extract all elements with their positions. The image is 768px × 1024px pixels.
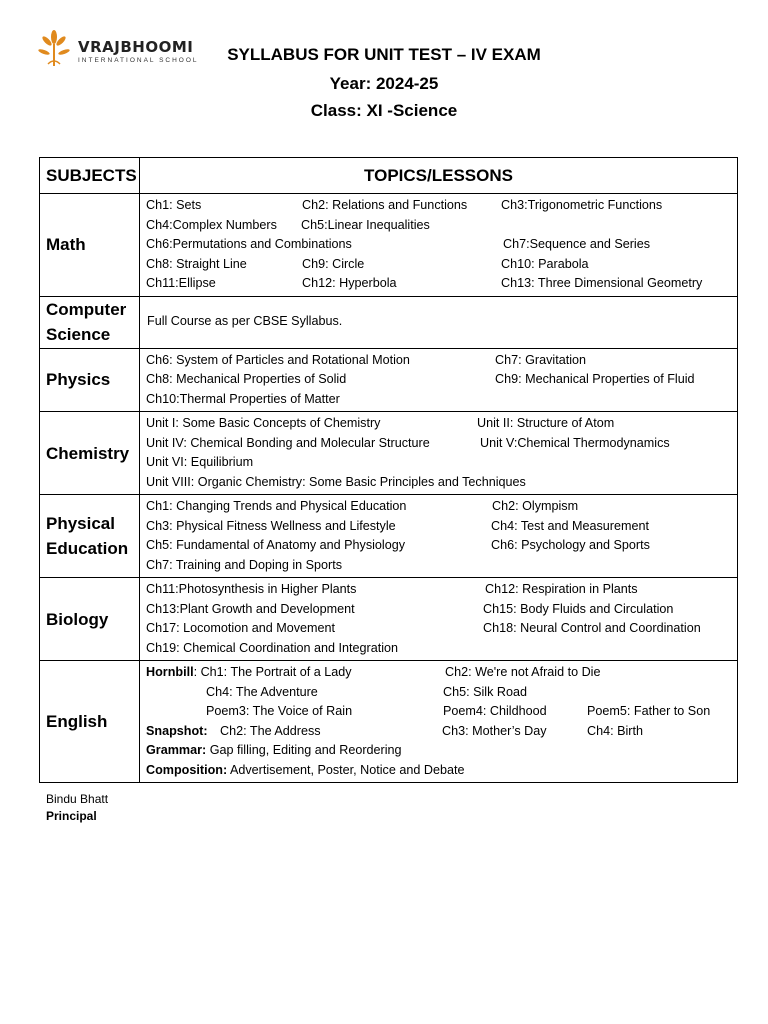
composition-label: Composition: xyxy=(146,762,228,777)
topic-item: Ch8: Mechanical Properties of Solid xyxy=(146,372,347,386)
topic-item: Ch6: System of Particles and Rotational Motion xyxy=(146,352,410,367)
topic-item: Gap filling, Editing and Reordering xyxy=(209,743,402,757)
topic-item: Ch10: Parabola xyxy=(501,256,589,271)
topic-item: Ch7:Sequence and Series xyxy=(503,237,651,251)
topics-header: TOPICS/LESSONS xyxy=(140,158,738,194)
topic-item: Ch11:Photosynthesis in Higher Plants xyxy=(146,582,357,596)
subject-biology: Biology xyxy=(40,578,140,661)
topic-item: Unit IV: Chemical Bonding and Molecular Structure xyxy=(146,435,430,450)
topic-item: Unit II: Structure of Atom xyxy=(477,416,615,430)
topic-item: Ch17: Locomotion and Movement xyxy=(146,621,336,635)
topic-item: Ch6:Permutations and Combinations xyxy=(146,237,352,251)
topic-item: Ch4: Birth xyxy=(587,723,643,738)
topic-item: Ch1: Changing Trends and Physical Education xyxy=(146,499,407,513)
topic-item: Ch1: Sets xyxy=(146,198,202,212)
topic-item: : Ch1: The Portrait of a Lady xyxy=(193,665,352,679)
topic-item: Ch8: Straight Line xyxy=(146,256,247,271)
topic-item: Ch13:Plant Growth and Development xyxy=(146,601,355,616)
syllabus-table xyxy=(39,157,738,783)
table-row-math xyxy=(40,194,738,297)
topic-item: Ch7: Gravitation xyxy=(495,352,586,367)
topics-math xyxy=(140,194,738,297)
topic-item: Ch9: Mechanical Properties of Fluid xyxy=(495,372,695,386)
table-header-row xyxy=(40,158,738,194)
topic-item: Ch2: We're not Afraid to Die xyxy=(445,665,601,679)
topic-item: Unit VI: Equilibrium xyxy=(146,455,254,469)
topic-item: Ch18: Neural Control and Coordination xyxy=(483,621,701,635)
signatory-title: Principal xyxy=(46,809,97,823)
topic-item: Full Course as per CBSE Syllabus. xyxy=(147,314,343,329)
subject-physical-education: Physical Education xyxy=(40,495,140,578)
topic-item: Ch5: Silk Road xyxy=(443,684,527,699)
topics-chemistry xyxy=(140,412,738,495)
topic-item: Poem5: Father to Son xyxy=(587,704,711,718)
hornbill-label: Hornbill xyxy=(146,665,194,679)
school-subtitle: INTERNATIONAL SCHOOL xyxy=(78,57,199,64)
topics-english xyxy=(140,661,738,783)
topic-item: Unit VIII: Organic Chemistry: Some Basic Principles and Techniques xyxy=(146,474,526,489)
topic-item: Ch3: Physical Fitness Wellness and Lifestyle xyxy=(146,518,396,533)
topics-computer-science xyxy=(140,296,738,348)
topic-item: Poem4: Childhood xyxy=(443,704,547,718)
topic-item: Ch15: Body Fluids and Circulation xyxy=(483,601,674,616)
subject-math: Math xyxy=(40,194,140,297)
topic-item: Ch5:Linear Inequalities xyxy=(301,217,430,232)
topic-item: Ch10:Thermal Properties of Matter xyxy=(146,391,340,406)
topic-item: Ch4:Complex Numbers xyxy=(146,217,277,232)
document-title: SYLLABUS FOR UNIT TEST – IV EXAM xyxy=(227,45,541,64)
signatory-name: Bindu Bhatt xyxy=(46,792,109,806)
topic-item: Advertisement, Poster, Notice and Debate xyxy=(229,762,465,777)
topic-item: Ch2: Olympism xyxy=(492,499,579,513)
table-row-physics xyxy=(40,348,738,412)
topics-physics xyxy=(140,348,738,412)
table-row-biology xyxy=(40,578,738,661)
table-row-chemistry xyxy=(40,412,738,495)
subject-computer-science: Computer Science xyxy=(40,296,140,348)
topic-item: Ch12: Hyperbola xyxy=(302,276,397,290)
document-year: Year: 2024-25 xyxy=(329,74,439,93)
snapshot-label: Snapshot: xyxy=(146,723,208,738)
topic-item: Ch3:Trigonometric Functions xyxy=(501,198,663,212)
school-name: VRAJBHOOMI xyxy=(78,38,194,56)
topics-biology xyxy=(140,578,738,661)
topic-item: Ch3: Mother’s Day xyxy=(442,723,547,738)
subject-english: English xyxy=(40,661,140,783)
table-row-english xyxy=(40,661,738,783)
topic-item: Ch12: Respiration in Plants xyxy=(485,582,638,596)
topic-item: Ch19: Chemical Coordination and Integration xyxy=(146,640,399,655)
topic-item: Ch6: Psychology and Sports xyxy=(491,538,650,552)
document-class: Class: XI -Science xyxy=(310,101,458,120)
topic-item: Ch4: The Adventure xyxy=(206,684,318,699)
topic-item: Poem3: The Voice of Rain xyxy=(206,704,353,718)
topic-item: Ch2: The Address xyxy=(220,723,321,738)
subjects-header: SUBJECTS xyxy=(40,158,140,194)
topic-item: Unit V:Chemical Thermodynamics xyxy=(480,435,670,450)
table-row-physical-education xyxy=(40,495,738,578)
subject-chemistry: Chemistry xyxy=(40,412,140,495)
topic-item: Ch5: Fundamental of Anatomy and Physiology xyxy=(146,538,406,552)
table-row-computer-science xyxy=(40,296,738,348)
topic-item: Ch11:Ellipse xyxy=(146,276,216,290)
grammar-label: Grammar: xyxy=(146,743,207,757)
topic-item: Ch4: Test and Measurement xyxy=(491,518,649,533)
topic-item: Ch13: Three Dimensional Geometry xyxy=(501,276,703,290)
topic-item: Unit I: Some Basic Concepts of Chemistry xyxy=(146,416,381,430)
topic-item: Ch9: Circle xyxy=(302,256,365,271)
topic-item: Ch2: Relations and Functions xyxy=(302,198,468,212)
topics-physical-education xyxy=(140,495,738,578)
topic-item: Ch7: Training and Doping in Sports xyxy=(146,557,343,572)
subject-physics: Physics xyxy=(40,348,140,412)
